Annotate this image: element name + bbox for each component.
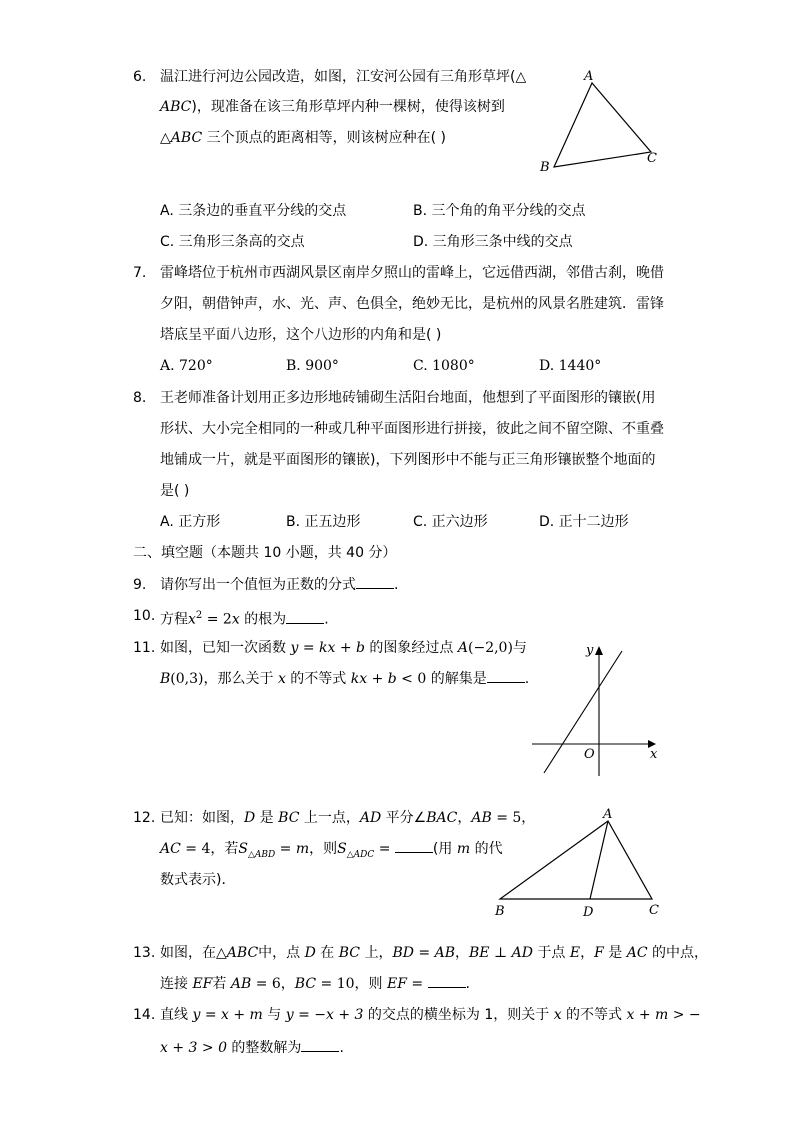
q10-post: 的根为 (239, 611, 287, 628)
q6-option-a[interactable]: A. 三条边的垂直平分线的交点 (160, 203, 347, 219)
q6-triangle-shape (554, 83, 651, 167)
q14-l1-b: 与 (262, 1007, 286, 1023)
q13-line1 (160, 944, 708, 962)
q9-period: . (394, 577, 399, 593)
q10-pre: 方程 (160, 611, 188, 628)
q13-tri-abc: ABC (226, 945, 259, 961)
q14-l2-a: 的整数解为 (226, 1040, 302, 1056)
q13-l1-j: 的中点， (647, 945, 708, 961)
q12-line3: 数式表示)． (160, 872, 236, 888)
q12-seg-ab: AB (471, 810, 492, 826)
q11-l2-a: (0,3)，那么关于 (170, 671, 278, 687)
q6-option-d[interactable]: D. 三角形三条中线的交点 (413, 234, 573, 250)
q13-point-e: E (569, 945, 581, 961)
q12-l1-d: 平分∠ (381, 810, 427, 826)
q13-seg-bc: BC (338, 945, 361, 961)
q12-var-m-2: m (456, 841, 471, 857)
q13-number: 13. (133, 945, 156, 961)
q8-option-c[interactable]: C. 正六边形 (413, 514, 488, 530)
q10-eq-left: x (188, 611, 196, 628)
q12-l1-c: 上一点， (299, 810, 360, 826)
q14-line-eq1: y = x + m (192, 1007, 263, 1023)
q9-answer-blank[interactable] (356, 576, 394, 589)
q13-seg-bc-2: BC (294, 976, 317, 992)
q13-l1-b: 中，点 (258, 945, 305, 961)
q12-l1-a: 已知：如图， (160, 810, 244, 826)
q6-line3 (160, 129, 446, 147)
q13-seg-ab: AB (230, 976, 252, 992)
q14-number: 14. (133, 1007, 156, 1023)
q14-inequality-b: x + 3 > 0 (160, 1040, 227, 1056)
q6-triangle-figure (530, 66, 670, 176)
q13-period: . (465, 976, 470, 992)
q12-l2-f: 的代 (470, 841, 503, 857)
q12-angle-bac: BAC (426, 810, 458, 826)
q10-text (160, 607, 329, 629)
q12-number: 12. (133, 810, 156, 826)
q12-label-b: B (495, 904, 505, 919)
q12-label-c: C (649, 903, 659, 918)
q13-l1-f: ， (455, 945, 470, 961)
q11-label-y: y (586, 643, 594, 658)
q10-answer-blank[interactable] (286, 611, 324, 624)
q11-graph-figure (528, 640, 668, 780)
q13-l2-e: = (406, 976, 428, 992)
q12-seg-ac: AC (160, 841, 181, 857)
q12-l1-f: = 5， (491, 810, 536, 826)
q11-l1-b: 的图象经过点 (364, 640, 458, 656)
q13-seg-ef-2: EF (386, 976, 407, 992)
q13-l1-a: 如图，在△ (160, 945, 227, 961)
q12-label-a: A (603, 807, 613, 822)
q10-number: 10. (133, 608, 156, 624)
q11-y-arrow (595, 646, 603, 655)
q6-label-c: C (647, 151, 657, 166)
q6-option-b[interactable]: B. 三个角的角平分线的交点 (413, 203, 586, 219)
q8-number: 8. (133, 390, 147, 406)
q11-l2-c: < 0 的解集是 (396, 671, 487, 687)
q11-line2 (160, 670, 529, 688)
q14-inequality-a: x + m > − (626, 1007, 701, 1023)
q10-eq-right: x (231, 611, 240, 628)
q12-triangle-figure (490, 803, 670, 923)
q12-l2-b: = (275, 841, 296, 857)
q8-option-a[interactable]: A. 正方形 (160, 514, 221, 530)
q11-point-b: B (160, 671, 171, 687)
q6-line1: 温江进行河边公园改造，如图，江安河公园有三角形草坪(△ (160, 69, 527, 85)
q13-l1-c: 在 (315, 945, 339, 961)
q13-perp: BE ⊥ AD (469, 945, 533, 961)
q6-math-abc-2: ABC (170, 130, 203, 146)
q12-line2 (160, 840, 503, 864)
section-heading: 二、填空题（本题共 10 小题，共 40 分） (133, 545, 397, 561)
q6-label-b: B (540, 160, 550, 175)
q13-l1-e: 上， (360, 945, 393, 961)
q7-line3: 塔底呈平面八边形，这个八边形的内角和是( ) (160, 327, 442, 343)
q14-period: . (339, 1040, 344, 1056)
q13-seg-ef: EF (192, 976, 213, 992)
q12-l2-e: (用 (432, 841, 457, 857)
q11-number: 11. (133, 640, 156, 656)
q13-l2-a: 连接 (160, 976, 193, 992)
q12-area-sub1: △ABD (247, 849, 276, 860)
q11-function: y = kx + b (290, 640, 365, 656)
q13-eq-bd-ab: BD = AB (392, 945, 456, 961)
q13-point-d: D (304, 945, 316, 961)
q9-stem: 请你写出一个值恒为正数的分式 (160, 577, 356, 593)
q12-label-d: D (583, 905, 594, 920)
q11-period: . (524, 671, 530, 687)
q11-line1 (160, 639, 527, 657)
q7-line1: 雷峰塔位于杭州市西湖风景区南岸夕照山的雷峰上，它远借西湖，邻借古刹，晚借 (160, 265, 664, 281)
q14-line2 (160, 1039, 344, 1057)
q6-math-abc: ABC (160, 99, 192, 115)
q14-l1-c: 的交点的横坐标为 1，则关于 (363, 1007, 554, 1023)
q7-option-b[interactable]: B. 900° (286, 358, 339, 374)
q8-option-d[interactable]: D. 正十二边形 (539, 514, 629, 530)
q8-option-b[interactable]: B. 正五边形 (286, 514, 361, 530)
q13-point-f: F (594, 945, 604, 961)
q12-l1-b: 是 (255, 810, 279, 826)
q12-l2-d: = (374, 841, 395, 857)
q13-line2 (160, 975, 470, 993)
q8-line2: 形状、大小完全相同的一种或几种平面图形进行拼接，彼此之间不留空隙、不重叠 (160, 421, 664, 437)
q13-l2-b: 若 (212, 976, 231, 992)
q13-l2-d: = 10，则 (316, 976, 387, 992)
q7-number: 7. (133, 265, 147, 281)
q10-period: . (324, 611, 329, 628)
q12-seg-bc: BC (278, 810, 300, 826)
q11-l2-b: 的不等式 (285, 671, 351, 687)
q13-l1-h: ， (580, 945, 595, 961)
q6-label-a: A (584, 69, 594, 84)
q11-label-origin: O (584, 747, 595, 762)
q11-label-x: x (650, 747, 658, 762)
q12-area-s2: S (337, 841, 347, 857)
q11-point-a: A (457, 640, 468, 656)
q12-l2-c: ，则 (309, 841, 338, 857)
q14-l1-a: 直线 (160, 1007, 193, 1023)
q13-seg-ac: AC (626, 945, 648, 961)
q14-line-eq2: y = −x + 3 (285, 1007, 364, 1023)
q6-line2-text: )，现准备在该三角形草坪内种一棵树，使得该树到 (191, 99, 505, 115)
q6-triangle-symbol: △ (160, 130, 171, 146)
q12-area-sub2: △ADC (346, 849, 375, 860)
q12-area-s1: S (238, 841, 248, 857)
q10-exponent: 2 (195, 610, 203, 621)
q7-option-a[interactable]: A. 720° (160, 358, 213, 374)
q14-answer-blank[interactable] (301, 1039, 339, 1052)
q13-answer-blank[interactable] (428, 975, 466, 988)
q6-line3-text: 三个顶点的距离相等，则该树应种在( ) (202, 130, 446, 146)
q11-var-x: x (277, 671, 286, 687)
q6-line2 (160, 98, 505, 116)
q8-line3: 地铺成一片，就是平面图形的镶嵌)，下列图形中不能与正三角形镶嵌整个地面的 (160, 452, 656, 468)
q12-answer-blank[interactable] (395, 840, 433, 853)
q8-line4: 是( ) (160, 483, 190, 499)
q14-l1-d: 的不等式 (561, 1007, 627, 1023)
q12-triangle-shape (500, 821, 652, 899)
q8-line1: 王老师准备计划用正多边形地砖铺砌生活阳台地面，他想到了平面图形的镶嵌(用 (160, 390, 656, 406)
q9-text (160, 576, 398, 594)
q12-seg-ad: AD (359, 810, 382, 826)
q14-var-x: x (553, 1007, 562, 1023)
q12-line1 (160, 809, 535, 827)
q11-function-line (544, 651, 622, 773)
q13-l1-i: 是 (603, 945, 627, 961)
q11-inequality: kx + b (350, 671, 397, 687)
q11-l1-c: (−2,0)与 (468, 640, 527, 656)
q7-option-c[interactable]: C. 1080° (413, 358, 475, 374)
q12-l2-a: = 4，若 (180, 841, 239, 857)
q12-var-m: m (295, 841, 310, 857)
q7-option-d[interactable]: D. 1440° (539, 358, 602, 374)
q13-l2-c: = 6， (251, 976, 295, 992)
q6-number: 6. (133, 69, 147, 85)
q11-l1-a: 如图，已知一次函数 (160, 640, 291, 656)
q12-point-d: D (244, 810, 256, 826)
q14-line1 (160, 1006, 701, 1024)
q7-line2: 夕阳，朝借钟声，水、光、声、色俱全，绝妙无比，是杭州的风景名胜建筑．雷锋 (160, 296, 664, 312)
q13-l1-g: 于点 (532, 945, 570, 961)
q6-option-c[interactable]: C. 三角形三条高的交点 (160, 234, 305, 250)
q11-answer-blank[interactable] (487, 670, 525, 683)
q9-number: 9. (133, 577, 147, 593)
q10-eq-mid: = 2 (202, 611, 232, 628)
q12-l1-e: ， (457, 810, 472, 826)
